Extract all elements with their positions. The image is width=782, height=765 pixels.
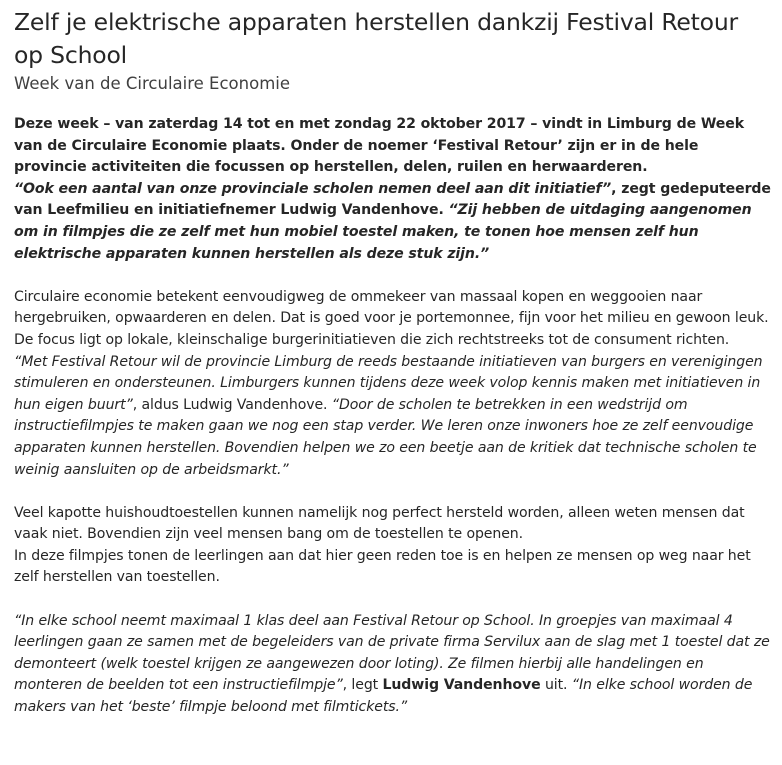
paragraph-2-quote-1: “Met Festival Retour wil de provincie Limburg de reeds bestaande initiatieven van burgers en verenigingen stimuleren en ondersteunen. Limburgers kunnen tijdens deze week volop kennis maken met initiatieven in hun eigen buurt” (14, 353, 763, 413)
paragraph-appliances (14, 503, 772, 589)
paragraph-2-quote-2: “Door de scholen te betrekken in een wedstrijd om instructiefilmpjes te maken gaan we nog een stap verder. We leren onze inwoners hoe ze zelf eenvoudige apparaten kunnen herstellen. Bovendien helpen we zo een beetje aan de kritiek dat technische scholen te weinig aansluiten op de arbeidsmarkt.” (14, 396, 757, 478)
paragraph-3-line-2: In deze filmpjes tonen de leerlingen aan dat hier geen reden toe is en helpen ze mensen op weg naar het zelf herstellen van toestellen. (14, 547, 751, 586)
article-title: Zelf je elektrische apparaten herstellen dankzij Festival Retour op School (14, 8, 739, 69)
paragraph-4-attr-after: uit. (540, 677, 572, 694)
intro-lead: Deze week – van zaterdag 14 tot en met zondag 22 oktober 2017 – vindt in Limburg de Week van de Circulaire Economie plaats. Onder de noemer ‘Festival Retour’ zijn er in de hele provincie activiteiten die focussen op herstellen, delen, ruilen en herwaarderen. (14, 116, 744, 176)
paragraph-2-attribution: , aldus Ludwig Vandenhove. (132, 396, 332, 413)
paragraph-4-attr-before: , legt (342, 677, 383, 694)
intro-quote-1: “Ook een aantal van onze provinciale scholen nemen deel aan dit initiatief” (14, 180, 612, 197)
intro-quote-paragraph (14, 179, 772, 265)
intro-block (14, 114, 772, 265)
paragraph-4-quote-1: “In elke school neemt maximaal 1 klas deel aan Festival Retour op School. In groepjes van maximaal 4 leerlingen gaan ze samen met de begeleiders van de private firma Servilux aan de slag met 1 toestel dat ze demonteert (welk toestel krijgen ze aangewezen door loting). Ze filmen hierbij alle handelingen en monteren de beelden tot een instructiefilmpje” (14, 612, 770, 694)
paragraph-4-attr-name: Ludwig Vandenhove (382, 677, 541, 694)
paragraph-2-quote (14, 352, 772, 482)
paragraph-2-text: Circulaire economie betekent eenvoudigweg de ommekeer van massaal kopen en weggooien naar hergebruiken, opwaarderen en delen. Dat is goed voor je portemonnee, fijn voor het milieu en gewoon leuk. De focus ligt op lokale, kleinschalige burgerinitiatieven die zich rechtstreeks tot de consument richten. (14, 288, 769, 348)
paragraph-circular-economy (14, 287, 772, 481)
intro-quote-2: “Zij hebben de uitdaging aangenomen om in filmpjes die ze zelf met hun mobiel toestel maken, te tonen hoe mensen zelf hun elektrische apparaten kunnen herstellen als deze stuk zijn.” (14, 202, 752, 262)
paragraph-3-line-1: Veel kapotte huishoudtoestellen kunnen namelijk nog perfect hersteld worden, alleen weten mensen dat vaak niet. Bovendien zijn veel mensen bang om de toestellen te openen. (14, 504, 745, 543)
paragraph-4 (14, 611, 772, 719)
paragraph-4-quote-2: “In elke school worden de makers van het ‘beste’ filmpje beloond met filmtickets.” (14, 677, 753, 716)
paragraph-school-festival (14, 611, 772, 719)
article-subtitle: Week van de Circulaire Economie (14, 74, 291, 93)
intro-attribution: , zegt gedeputeerde van Leefmilieu en initiatiefnemer Ludwig Vandenhove. (14, 180, 771, 219)
